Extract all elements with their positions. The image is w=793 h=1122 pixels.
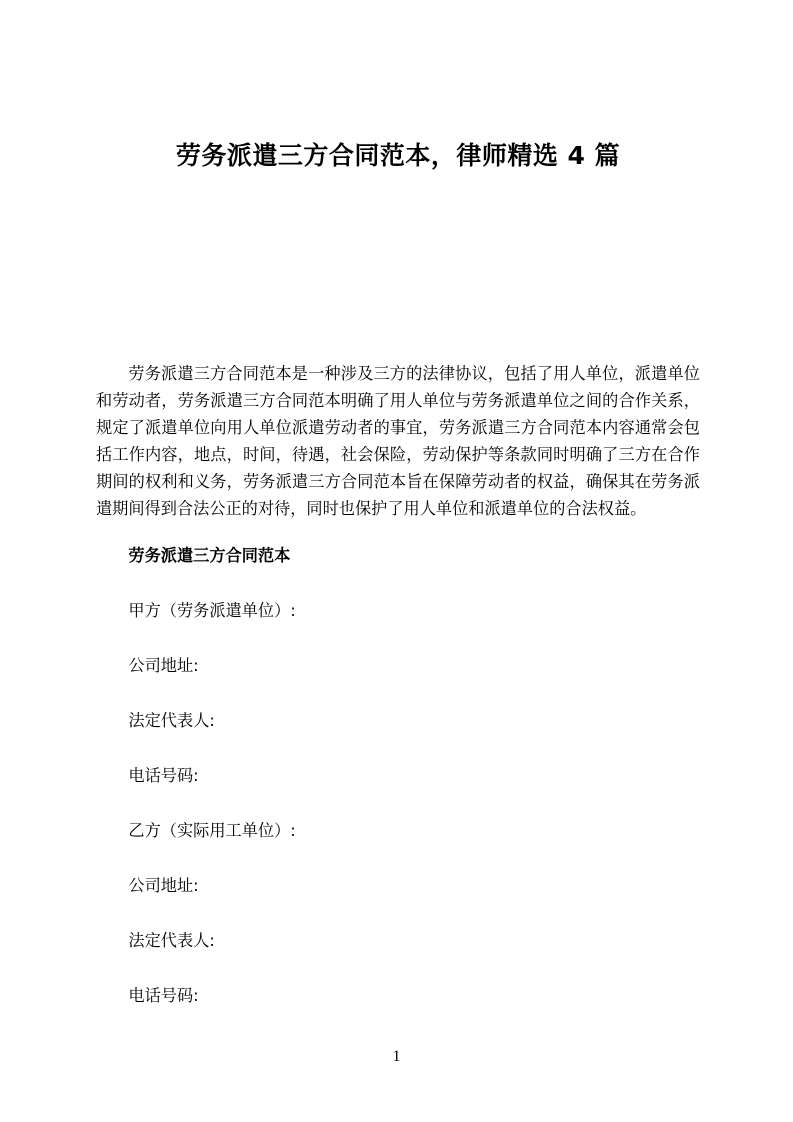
field-company-address-a: 公司地址: <box>128 656 199 675</box>
field-company-address-b: 公司地址: <box>128 876 199 895</box>
document-title: 劳务派遣三方合同范本，律师精选 4 篇 <box>175 141 621 170</box>
field-phone-number-b: 电话号码: <box>128 986 199 1005</box>
page-number: 1 <box>392 1048 401 1065</box>
field-legal-representative-b: 法定代表人: <box>128 931 215 950</box>
field-party-b: 乙方（实际用工单位）: <box>128 821 296 840</box>
field-party-a: 甲方（劳务派遣单位）: <box>128 601 296 620</box>
field-phone-number-a: 电话号码: <box>128 766 199 785</box>
field-legal-representative-a: 法定代表人: <box>128 711 215 730</box>
section-heading: 劳务派遣三方合同范本 <box>128 546 291 565</box>
intro-paragraph: 劳务派遣三方合同范本是一种涉及三方的法律协议，包括了用人单位，派遣单位和劳动者，劳务派遣三方合同范本明确了用人单位与劳务派遣单位之间的合作关系，规定了派遣单位向用人单位派遣劳动者的事宜，劳务派遣三方合同范本内容通常会包括工作内容，地点，时间，待遇，社会保险，劳动保护等条款同时明确了三方在合作期间的权利和义务，劳务派遣三方合同范本旨在保障劳动者的权益，确保其在劳务派遣期间得到合法公正的对待，同时也保护了用人单位和派遣单位的合法权益。 <box>96 364 700 518</box>
